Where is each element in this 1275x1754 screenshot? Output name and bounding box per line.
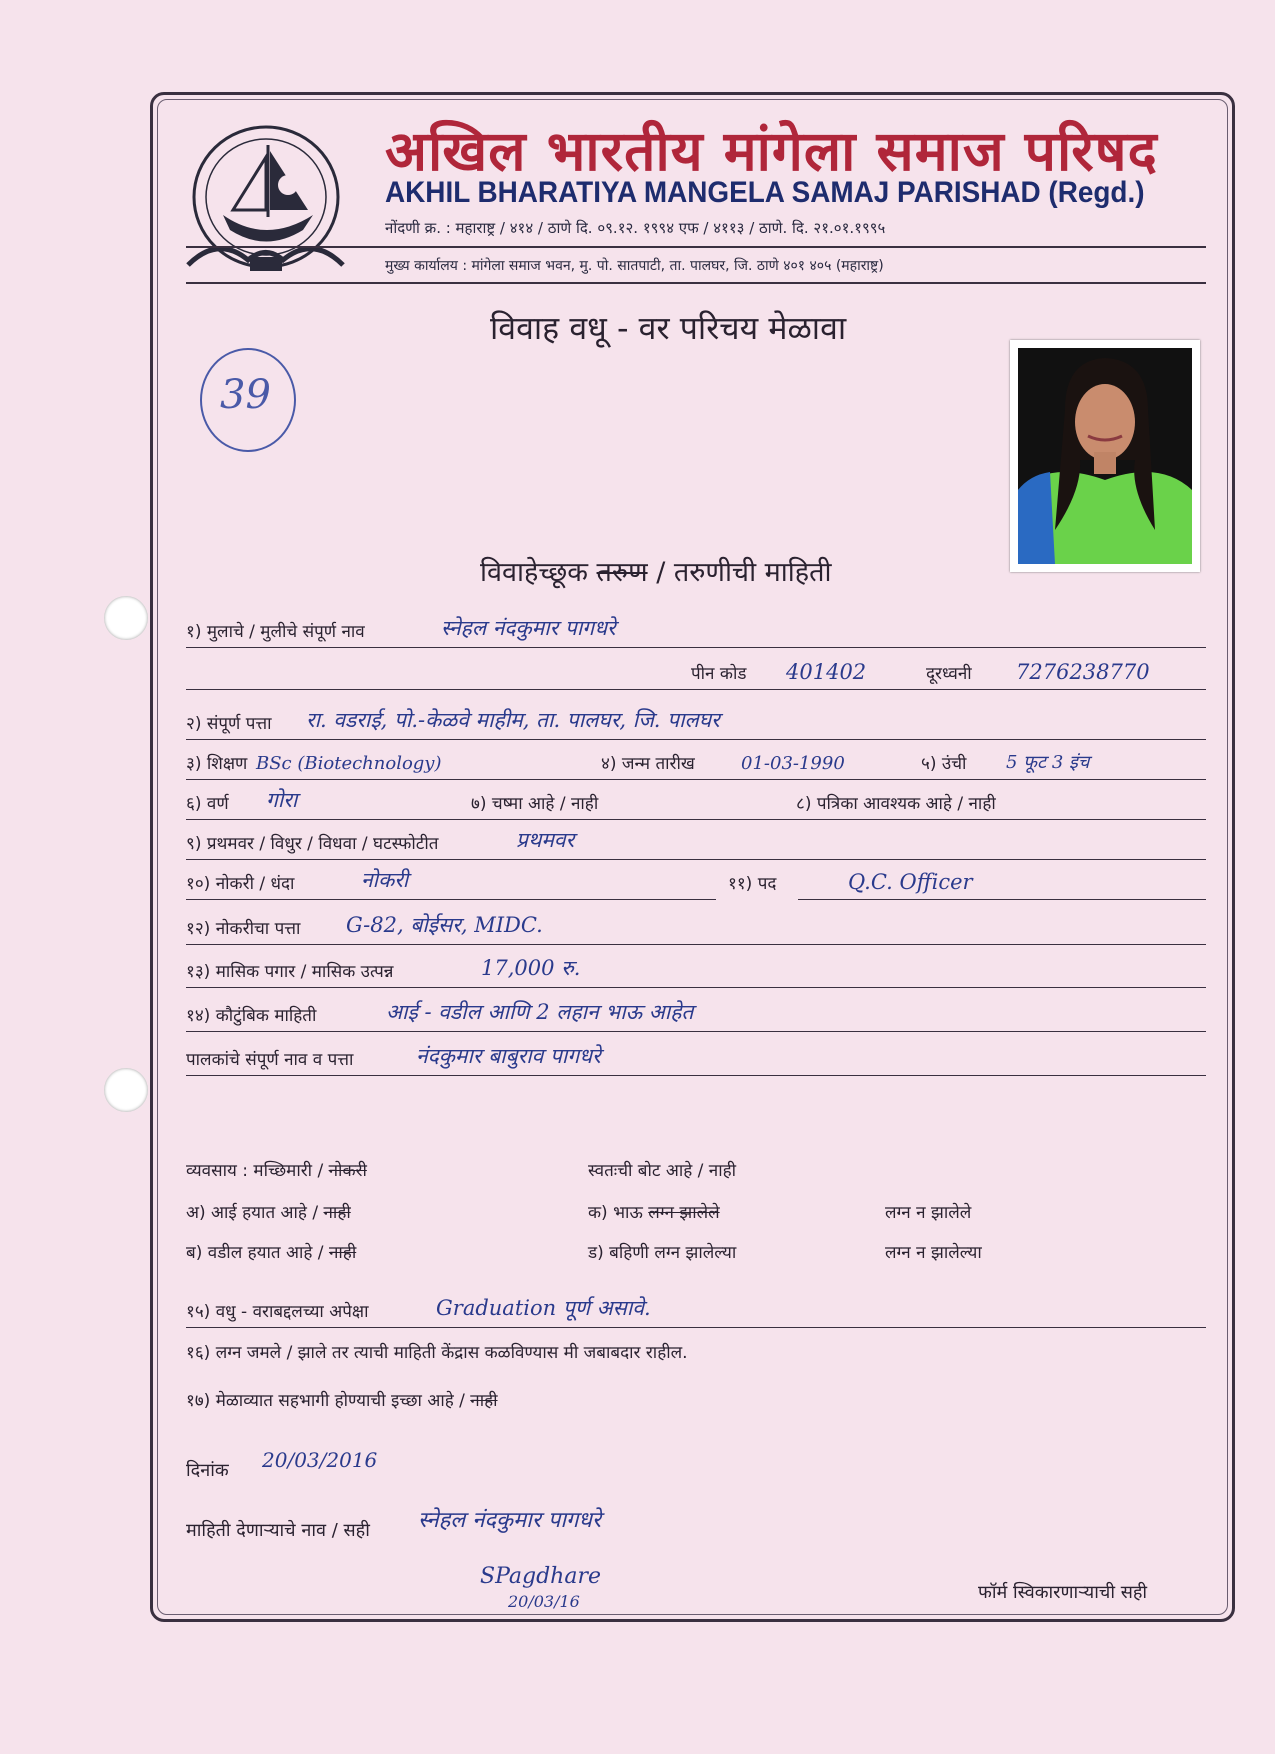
expectations-value: Graduation पूर्ण असावे. (436, 1296, 651, 1320)
punch-hole (104, 596, 148, 640)
participation-struck: नाही (470, 1391, 498, 1411)
father-line (186, 1240, 356, 1263)
dob-label: ४) जन्म तारीख (601, 751, 699, 774)
section-title-rest: / तरुणीची माहिती (656, 557, 832, 588)
signature: SPagdhare (480, 1564, 601, 1589)
section-title (480, 552, 832, 589)
sisters-label: ड) बहिणी लग्न झालेल्या (588, 1243, 737, 1263)
mother-label: अ) आई हयात आहे / (186, 1203, 319, 1223)
section-title-prefix: विवाहेच्छूक (480, 557, 588, 588)
address-value: रा. वडराई, पो.-केळवे माहीम, ता. पालघर, जि. पालघर (306, 708, 720, 732)
informant-value: स्नेहल नंदकुमार पागधरे (418, 1508, 601, 1533)
occupation-line (186, 1158, 367, 1181)
job-label: १०) नोकरी / धंदा (186, 871, 298, 894)
field-address (186, 700, 1206, 740)
family-value: आई - वडील आणि 2 लहान भाऊ आहेत (386, 1000, 694, 1024)
salary-value: 17,000 रु. (481, 956, 581, 980)
horoscope-label: ८) पत्रिका आवश्यक आहे / नाही (796, 791, 1000, 814)
informant-label: माहिती देणाऱ्याचे नाव / सही (186, 1520, 370, 1541)
field-pin-phone (186, 650, 1206, 690)
field-parent (186, 1036, 1206, 1076)
date-value: 20/03/2016 (262, 1448, 378, 1472)
signature-date: 20/03/16 (508, 1592, 580, 1611)
header-divider (186, 282, 1206, 284)
brothers-struck: लग्न झालेले (648, 1203, 720, 1223)
org-name-hindi: अखिल भारतीय मांगेला समाज परिषद (385, 119, 1158, 183)
brothers-unmarried: लग्न न झालेले (885, 1203, 972, 1223)
section-title-struck: तरुण (596, 557, 648, 588)
dob-value: 01-03-1990 (741, 753, 845, 774)
complexion-value: गोरा (266, 788, 298, 812)
name-label: १) मुलाचे / मुलीचे संपूर्ण नाव (186, 619, 369, 642)
brothers-line (588, 1200, 720, 1223)
field-salary (186, 948, 1206, 988)
phone-value: 7276238770 (1016, 660, 1150, 684)
form-number: 39 (220, 372, 271, 418)
father-struck: नाही (328, 1243, 357, 1263)
field-name (186, 608, 1206, 648)
applicant-photo-icon (1010, 340, 1200, 572)
field-job (186, 860, 716, 900)
education-label: ३) शिक्षण (186, 751, 251, 774)
glasses-label: ७) चष्मा आहे / नाही (471, 791, 602, 814)
declaration: १६) लग्न जमले / झाले तर त्याची माहिती केंद्रास कळविण्यास मी जबाबदार राहील. (186, 1343, 688, 1363)
name-value: स्नेहल नंदकुमार पागधरे (441, 616, 616, 640)
occupation-label: व्यवसाय : मच्छिमारी / (186, 1161, 324, 1181)
job-value: नोकरी (361, 868, 409, 892)
field-expectations (186, 1288, 1206, 1328)
pin-label: पीन कोड (691, 661, 750, 684)
receiver-signature-label: फॉर्म स्विकारणाऱ्याची सही (978, 1582, 1148, 1603)
salary-label: १३) मासिक पगार / मासिक उत्पन्न (186, 959, 397, 982)
brothers-label: क) भाऊ (588, 1203, 643, 1223)
family-label: १४) कौटुंबिक माहिती (186, 1003, 320, 1026)
punch-hole (104, 1068, 148, 1112)
boat-emblem-icon (178, 115, 353, 280)
education-value: BSc (Biotechnology) (256, 753, 442, 774)
post-label: ११) पद (728, 871, 780, 894)
participation-line (186, 1388, 498, 1411)
field-work-address (186, 905, 1206, 945)
phone-label: दूरध्वनी (926, 661, 976, 684)
header-divider (186, 246, 1206, 248)
occupation-struck: नोकरी (328, 1161, 367, 1181)
boat-label: स्वतःची बोट आहे / नाही (588, 1161, 737, 1181)
mother-struck: नाही (323, 1203, 351, 1223)
address-label: २) संपूर्ण पत्ता (186, 711, 276, 734)
height-label: ५) उंची (921, 751, 970, 774)
marital-label: ९) प्रथमवर / विधुर / विधवा / घटस्फोटीत (186, 831, 442, 854)
field-complexion-glasses-horoscope (186, 780, 1206, 820)
field-family (186, 992, 1206, 1032)
work-address-label: १२) नोकरीचा पत्ता (186, 916, 304, 939)
complexion-label: ६) वर्ण (186, 791, 233, 814)
registration-number: नोंदणी क्र. : महाराष्ट्र / ४१४ / ठाणे दि. ०९.१२. १९९४ एफ / ४११३ / ठाणे. दि. २१.०१.१९९५ (385, 219, 886, 237)
father-label: ब) वडील हयात आहे / (186, 1243, 324, 1263)
date-label: दिनांक (186, 1460, 229, 1481)
participation-label: १७) मेळाव्यात सहभागी होण्याची इच्छा आहे / (186, 1391, 465, 1411)
post-value: Q.C. Officer (848, 870, 973, 894)
field-education-dob-height (186, 740, 1206, 780)
expectations-label: १५) वधु - वराबद्दलच्या अपेक्षा (186, 1299, 372, 1322)
parent-label: पालकांचे संपूर्ण नाव व पत्ता (186, 1047, 357, 1070)
office-address: मुख्य कार्यालय : मांगेला समाज भवन, मु. पो. सातपाटी, ता. पालघर, जि. ठाणे ४०१ ४०५ (महाराष्ट्र) (385, 258, 884, 274)
pin-value: 401402 (786, 660, 867, 684)
mother-line (186, 1200, 351, 1223)
form-number-circle (200, 348, 296, 452)
form-title: विवाह वधू - वर परिचय मेळावा (490, 309, 847, 347)
height-value: 5 फूट 3 इंच (1006, 752, 1090, 773)
sisters-unmarried: लग्न न झालेल्या (885, 1243, 982, 1263)
marital-value: प्रथमवर (516, 828, 575, 852)
work-address-value: G-82, बोईसर, MIDC. (346, 913, 543, 937)
field-marital-status (186, 820, 1206, 860)
parent-value: नंदकुमार बाबुराव पागधरे (416, 1044, 601, 1068)
org-name-english: AKHIL BHARATIYA MANGELA SAMAJ PARISHAD (Regd.) (385, 176, 1145, 209)
field-post (728, 860, 1206, 900)
